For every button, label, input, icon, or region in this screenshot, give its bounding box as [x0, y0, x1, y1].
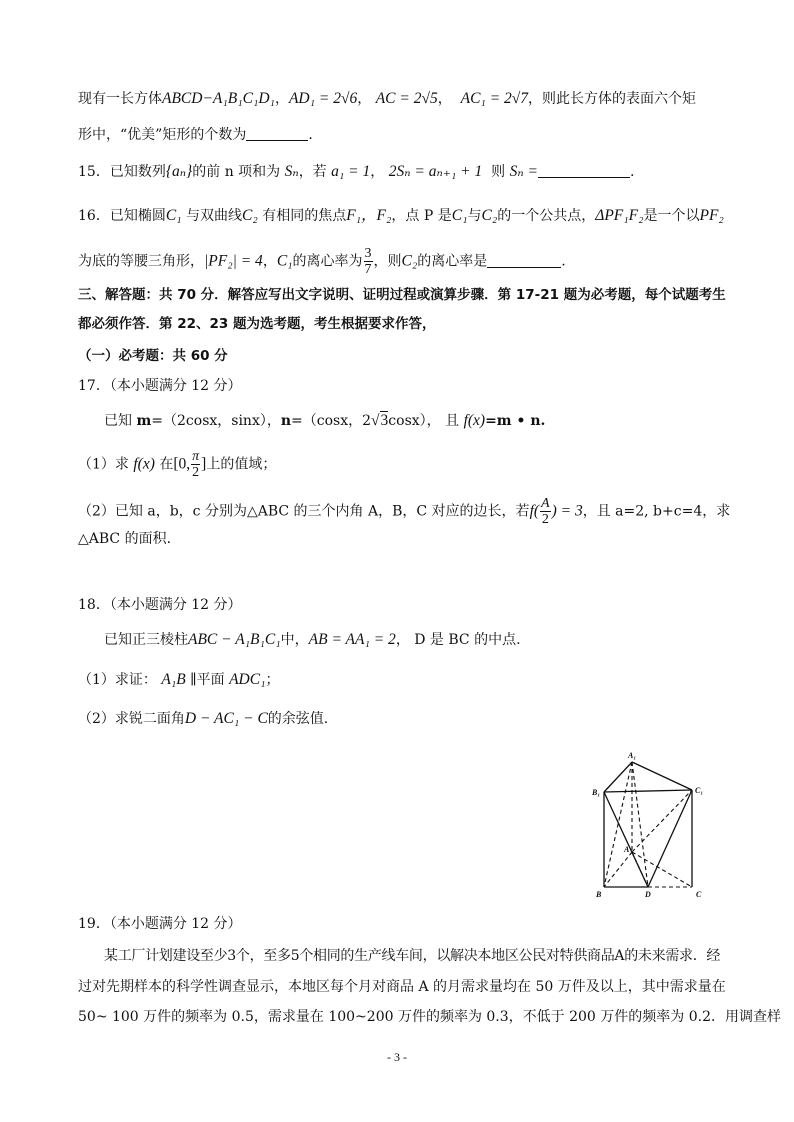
q17-vector-n: n	[280, 413, 292, 429]
q16-c2-c: C₂	[401, 252, 418, 270]
q19-header: 19．（本小题满分 12 分）	[78, 916, 242, 932]
q15-text-b: 的前 n 项和为	[192, 164, 281, 180]
q16-line-2: 为底的等腰三角形，|PF₂| = 4，C₁的离心率为 $\frac{3}{7}$ ，则C₂的离心率是 .	[78, 246, 566, 277]
q16-ecc-den: 7	[364, 262, 372, 277]
q14-ac1: AC₁ = 2√7	[460, 90, 529, 107]
q17-p1-c: 上的值域；	[206, 456, 277, 473]
label-b1: B₁	[592, 788, 601, 797]
section3-subheading: （一）必考题：共 60 分	[78, 348, 228, 364]
q17-p1-fx: f(x)	[133, 455, 155, 473]
q14-solid: ABCD−A₁B₁C₁D₁	[162, 90, 275, 107]
q19-line-3: 50~ 100 万件的频率为 0.5，需求量在 100~200 万件的频率为 0.3，不低于 200 万件的频率为 0.2．用调查样	[78, 1009, 782, 1025]
q17-fx: f(x)	[463, 412, 486, 429]
q18-p1-a: （1）求证：	[78, 672, 157, 688]
q15-a1: a₁ = 1	[331, 163, 371, 180]
q17-interval-left: [0,	[173, 455, 191, 473]
q14-line-2	[78, 125, 723, 145]
q15-text-a: 已知数列	[109, 164, 166, 180]
q15-relation: 2Sₙ = aₙ₊₁ + 1	[388, 163, 483, 180]
label-a1: A₁	[628, 751, 637, 760]
q14-ac: AC = 2√5	[375, 90, 438, 107]
q16-triangle: ΔPF₁F₂	[595, 207, 644, 224]
q17-vector-m: m	[136, 413, 152, 429]
q14-line-1: 现有一长方体ABCD−A₁B₁C₁D₁，AD₁ = 2√6， AC = 2√5， AC₁ = 2√7，则此长方体的表面六个矩	[78, 90, 697, 107]
q16-line-1: 16．已知椭圆C₁ 与双曲线C₂ 有相同的焦点F₁，F₂，点 P 是C₁与C₂的一个公共点，ΔPF₁F₂是一个以PF₂	[78, 207, 724, 224]
label-d: D	[645, 890, 651, 898]
q18-p1-c: ；	[265, 672, 280, 688]
q16-c1: C₁	[165, 207, 182, 224]
q16-text-f: 是一个以	[643, 208, 700, 224]
q16-c2-b: C₂	[481, 207, 498, 224]
q18-header: 18．（本小题满分 12 分）	[78, 597, 242, 613]
q17-p2-two: 2	[541, 512, 549, 527]
q15-text-c: ，若	[298, 164, 327, 180]
q16-condition: |PF₂| = 4	[204, 252, 263, 270]
q16-c1-c: C₁	[276, 252, 293, 270]
q16-pf2: PF₂	[699, 207, 724, 224]
q17-p1-a: （1）求	[78, 456, 129, 473]
q18-p2-b: 的余弦值.	[267, 711, 329, 727]
q18-given	[104, 630, 749, 650]
q17-pi: π	[192, 449, 200, 464]
q18-prism: ABC − A₁B₁C₁	[188, 631, 281, 648]
q17-p1-b: 在	[159, 456, 174, 473]
prism-figure	[588, 746, 718, 898]
page-number: - 3 -	[387, 1050, 407, 1064]
q16-c2: C₂	[242, 207, 258, 224]
q16-text-a: 已知椭圆	[109, 208, 166, 224]
q18-line-a1b: A₁B	[161, 671, 186, 688]
label-b: B	[596, 890, 602, 898]
q17-part-2	[78, 496, 731, 527]
q17-a-over-2	[540, 496, 551, 527]
q15-text-d: 则	[491, 164, 506, 180]
q16-text-b: 与双曲线	[186, 208, 243, 224]
q17-p2-f: f(	[529, 502, 540, 520]
q15-period: .	[630, 164, 635, 180]
q17-part-2-cont: △ABC 的面积.	[78, 531, 172, 547]
q15-line: 15．已知数列{aₙ}的前 n 项和为 Sₙ，若 a₁ = 1， 2Sₙ = aₙ₊₁ + 1 则 Sₙ = .	[78, 163, 635, 180]
q18-plane: ADC₁	[229, 671, 266, 688]
q17-p2-a: （2）已知 a，b，c 分别为△ABC 的三个内角 A，B，C 对应的边长，若	[78, 503, 530, 520]
q15-ask: Sₙ =	[509, 163, 538, 180]
q18-p2-a: （2）求锐二面角	[78, 711, 185, 727]
q17-given-e: =m • n.	[485, 413, 546, 429]
q19-line-1: 某工厂计划建设至少3个，至多5个相同的生产线车间，以解决本地区公民对特供商品A的未来需求．经	[104, 948, 721, 964]
q16-eccentricity	[364, 246, 373, 277]
q16-text-c: 有相同的焦点	[262, 208, 347, 224]
q17-p2-eq: ) = 3	[551, 502, 583, 520]
q18-given-a: 已知正三棱柱	[104, 632, 188, 648]
q18-dihedral-angle: D − AC₁ − C	[184, 710, 268, 727]
section3-line-1: 三、解答题：共 70 分．解答应写出文字说明、证明过程或演算步骤．第 17-21 题为必考题，每个试题考生	[78, 287, 726, 303]
q16-number: 16．	[78, 208, 110, 224]
q15-number: 15．	[78, 164, 110, 180]
q14-question: 形中，“优美”矩形的个数为	[78, 127, 247, 143]
q17-part-1	[78, 449, 723, 480]
q14-text: 现有一长方体	[78, 91, 162, 107]
q14-period: .	[308, 127, 313, 143]
q18-given-c: ， D 是 BC 的中点.	[395, 632, 521, 648]
q17-given: 已知 m=（2cosx，sinx），n=（cosx，2√3cosx）， 且 f(x)=m • n.	[104, 412, 546, 429]
q17-given-b: =（2cosx，sinx），	[151, 413, 281, 429]
q17-sqrt3: 3	[380, 412, 389, 429]
q18-part-1	[78, 670, 723, 690]
q17-p2-A: A	[541, 496, 550, 511]
q16-line2-b: 的离心率为	[292, 253, 363, 270]
q17-p2-b: ，且 a=2, b+c=4，求	[582, 503, 731, 520]
q18-given-b: 中，	[280, 632, 309, 648]
q16-line2-a: 为底的等腰三角形，	[78, 253, 204, 270]
q16-text-d: ，点 P 是	[391, 208, 452, 224]
label-c: C	[696, 890, 702, 898]
q16-answer-blank[interactable]	[487, 253, 561, 268]
q16-ecc-num: 3	[364, 246, 372, 261]
q17-pi-over-2	[191, 449, 200, 480]
q18-equal-edges: AB = AA₁ = 2	[308, 631, 396, 648]
q17-given-c: =（cosx，2	[291, 413, 372, 429]
q18-p1-b: ∥平面	[190, 672, 225, 688]
q15-answer-blank[interactable]	[538, 163, 630, 178]
q16-line2-d: 的离心率是	[417, 253, 488, 270]
q15-seq: {aₙ}	[165, 163, 193, 180]
q16-text-e: 的一个公共点，	[497, 208, 596, 224]
section3-line-2: 都必须作答．第 22、23 题为选考题，考生根据要求作答，	[78, 316, 436, 332]
q17-interval-right: ]	[201, 455, 207, 473]
q15-sn: Sₙ	[284, 163, 299, 180]
q14-answer-blank[interactable]	[246, 126, 308, 141]
q19-line-2: 过对先期样本的科学性调查显示，本地区每个月对商品 A 的月需求量均在 50 万件及以上，其中需求量在	[78, 979, 726, 995]
q16-foci: F₁，F₂	[346, 207, 392, 224]
q17-header: 17．（本小题满分 12 分）	[78, 378, 242, 394]
label-a: A	[624, 845, 630, 854]
q17-given-d: cosx）， 且	[388, 413, 460, 429]
q14-text-2: 则此长方体的表面六个矩	[542, 91, 697, 107]
q14-ad1: AD₁ = 2√6	[288, 90, 358, 107]
q16-period: .	[561, 253, 566, 270]
q16-c1-b: C₁	[451, 207, 468, 224]
q16-line2-c: ，则	[373, 253, 402, 270]
q17-given-a: 已知	[104, 413, 137, 429]
q17-two: 2	[192, 465, 200, 480]
label-c1: C₁	[695, 786, 704, 795]
q18-part-2	[78, 709, 723, 729]
